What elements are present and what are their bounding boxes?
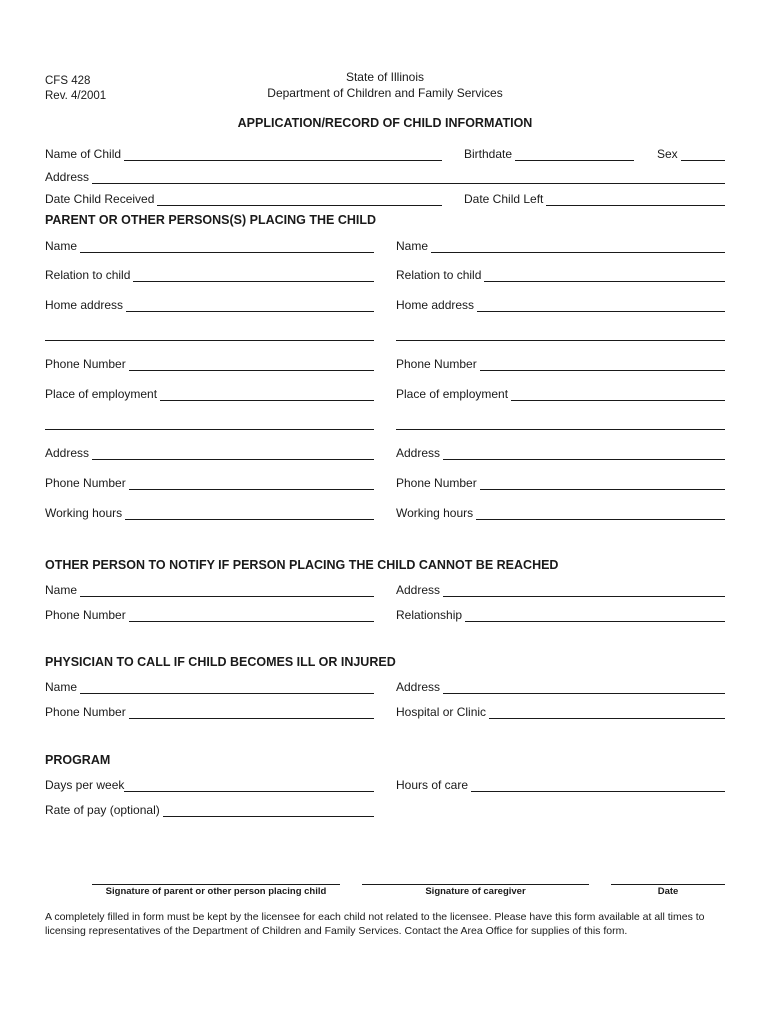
- physician-name-label: Name: [45, 680, 78, 694]
- parent2-relation-label: Relation to child: [396, 268, 482, 282]
- parent1-employment-line2[interactable]: [45, 429, 374, 430]
- parent1-employment-field[interactable]: [45, 385, 374, 401]
- notify-address-input-line[interactable]: [443, 584, 725, 597]
- parent1-work-address-field[interactable]: [45, 444, 374, 460]
- parent2-employment-field[interactable]: [396, 385, 725, 401]
- physician-address-input-line[interactable]: [443, 681, 725, 694]
- parent1-work-phone-label: Phone Number: [45, 476, 126, 490]
- notify-relationship-label: Relationship: [396, 608, 463, 622]
- child-address-field[interactable]: [45, 168, 725, 184]
- notify-address-label: Address: [396, 583, 441, 597]
- parent-signature-label: Signature of parent or other person placing child: [105, 886, 327, 897]
- physician-phone-label: Phone Number: [45, 705, 126, 719]
- child-name-field[interactable]: [45, 145, 442, 161]
- parent1-name-label: Name: [45, 239, 78, 253]
- caregiver-signature-line[interactable]: [362, 884, 589, 885]
- parent2-name-input-line[interactable]: [431, 240, 725, 253]
- notify-phone-input-line[interactable]: [129, 609, 374, 622]
- child-address-input-line[interactable]: [92, 171, 725, 184]
- parent1-work-address-label: Address: [45, 446, 90, 460]
- notify-name-input-line[interactable]: [80, 584, 374, 597]
- birthdate-field[interactable]: [464, 145, 634, 161]
- parent2-employment-line2[interactable]: [396, 429, 725, 430]
- parent1-home-address-line2[interactable]: [45, 340, 374, 341]
- rate-of-pay-input-line[interactable]: [163, 804, 374, 817]
- program-section-heading: PROGRAM: [45, 753, 111, 767]
- date-received-input-line[interactable]: [157, 193, 442, 206]
- physician-phone-field[interactable]: [45, 703, 374, 719]
- notify-section-heading: OTHER PERSON TO NOTIFY IF PERSON PLACING THE CHILD CANNOT BE REACHED: [45, 558, 559, 572]
- state-name: State of Illinois: [345, 70, 425, 84]
- parent2-name-label: Name: [396, 239, 429, 253]
- parent1-name-input-line[interactable]: [80, 240, 374, 253]
- physician-section-heading: PHYSICIAN TO CALL IF CHILD BECOMES ILL OR INJURED: [45, 655, 396, 669]
- hours-of-care-field[interactable]: [396, 776, 725, 792]
- parent2-work-phone-label: Phone Number: [396, 476, 477, 490]
- notify-phone-label: Phone Number: [45, 608, 126, 622]
- rate-of-pay-field[interactable]: [45, 801, 374, 817]
- notify-relationship-field[interactable]: [396, 606, 725, 622]
- physician-name-input-line[interactable]: [80, 681, 374, 694]
- days-per-week-input-line[interactable]: [124, 779, 374, 792]
- parent1-hours-label: Working hours: [45, 506, 123, 520]
- physician-name-field[interactable]: [45, 678, 374, 694]
- parent1-relation-label: Relation to child: [45, 268, 131, 282]
- parent2-employment-input-line[interactable]: [511, 388, 725, 401]
- child-name-input-line[interactable]: [124, 148, 442, 161]
- date-signature-line[interactable]: [611, 884, 725, 885]
- date-left-input-line[interactable]: [546, 193, 725, 206]
- date-signature-label: Date: [657, 886, 679, 897]
- parent2-home-address-label: Home address: [396, 298, 475, 312]
- physician-phone-input-line[interactable]: [129, 706, 374, 719]
- parent2-work-address-field[interactable]: [396, 444, 725, 460]
- parent2-phone-label: Phone Number: [396, 357, 477, 371]
- form-title: APPLICATION/RECORD OF CHILD INFORMATION: [237, 116, 533, 130]
- caregiver-signature-label: Signature of caregiver: [425, 886, 526, 897]
- physician-address-field[interactable]: [396, 678, 725, 694]
- parent1-employment-label: Place of employment: [45, 387, 158, 401]
- parent1-home-address-label: Home address: [45, 298, 124, 312]
- hospital-field[interactable]: [396, 703, 725, 719]
- hospital-input-line[interactable]: [489, 706, 725, 719]
- parent2-relation-input-line[interactable]: [484, 269, 725, 282]
- parent2-phone-field[interactable]: [396, 355, 725, 371]
- parent2-hours-field[interactable]: [396, 504, 725, 520]
- parent-signature-line[interactable]: [92, 884, 340, 885]
- days-per-week-label: Days per week: [45, 778, 125, 792]
- parent1-home-address-input-line[interactable]: [126, 299, 374, 312]
- parent2-home-address-input-line[interactable]: [477, 299, 725, 312]
- parent2-work-phone-field[interactable]: [396, 474, 725, 490]
- hours-of-care-label: Hours of care: [396, 778, 469, 792]
- child-name-label: Name of Child: [45, 147, 122, 161]
- date-left-label: Date Child Left: [464, 192, 544, 206]
- parent2-name-field[interactable]: [396, 237, 725, 253]
- parent1-phone-label: Phone Number: [45, 357, 126, 371]
- sex-field[interactable]: [657, 145, 725, 161]
- parent1-work-phone-field[interactable]: [45, 474, 374, 490]
- parent2-employment-label: Place of employment: [396, 387, 509, 401]
- parent2-home-address-line2[interactable]: [396, 340, 725, 341]
- date-left-field[interactable]: [464, 190, 725, 206]
- parent1-relation-field[interactable]: [45, 266, 374, 282]
- parent2-hours-input-line[interactable]: [476, 507, 725, 520]
- sex-input-line[interactable]: [681, 148, 725, 161]
- hours-of-care-input-line[interactable]: [471, 779, 725, 792]
- notify-address-field[interactable]: [396, 581, 725, 597]
- form-code: CFS 428: [45, 75, 91, 87]
- parent1-work-phone-input-line[interactable]: [129, 477, 374, 490]
- birthdate-label: Birthdate: [464, 147, 513, 161]
- date-received-label: Date Child Received: [45, 192, 155, 206]
- sex-label: Sex: [657, 147, 678, 161]
- rate-of-pay-label: Rate of pay (optional): [45, 803, 160, 817]
- parent1-employment-input-line[interactable]: [160, 388, 374, 401]
- parent1-work-address-input-line[interactable]: [92, 447, 374, 460]
- days-per-week-field[interactable]: [45, 776, 374, 792]
- date-received-field[interactable]: [45, 190, 442, 206]
- notify-relationship-input-line[interactable]: [465, 609, 725, 622]
- parent1-home-address-field[interactable]: [45, 296, 374, 312]
- parent2-home-address-field[interactable]: [396, 296, 725, 312]
- parent2-phone-input-line[interactable]: [480, 358, 725, 371]
- parent1-hours-input-line[interactable]: [125, 507, 374, 520]
- parent2-work-address-label: Address: [396, 446, 441, 460]
- parent1-hours-field[interactable]: [45, 504, 374, 520]
- parent1-phone-input-line[interactable]: [129, 358, 374, 371]
- parent2-relation-field[interactable]: [396, 266, 725, 282]
- notify-name-field[interactable]: [45, 581, 374, 597]
- hospital-label: Hospital or Clinic: [396, 705, 487, 719]
- notify-name-label: Name: [45, 583, 78, 597]
- birthdate-input-line[interactable]: [515, 148, 634, 161]
- notify-phone-field[interactable]: [45, 606, 374, 622]
- parent2-work-phone-input-line[interactable]: [480, 477, 725, 490]
- child-address-label: Address: [45, 170, 90, 184]
- parent1-name-field[interactable]: [45, 237, 374, 253]
- parent1-phone-field[interactable]: [45, 355, 374, 371]
- revision-date: Rev. 4/2001: [45, 90, 107, 102]
- parent2-hours-label: Working hours: [396, 506, 474, 520]
- parent1-relation-input-line[interactable]: [133, 269, 374, 282]
- physician-address-label: Address: [396, 680, 441, 694]
- department-name: Department of Children and Family Services: [267, 86, 503, 100]
- footer-note: A completely filled in form must be kept by the licensee for each child not related to the licensee. Please have this form available at all times to licensing representatives of the Department of Children and Family Services. Contact the Area Office for supplies of this form.: [45, 911, 705, 937]
- parent-section-heading: PARENT OR OTHER PERSONS(S) PLACING THE CHILD: [45, 213, 377, 227]
- parent2-work-address-input-line[interactable]: [443, 447, 725, 460]
